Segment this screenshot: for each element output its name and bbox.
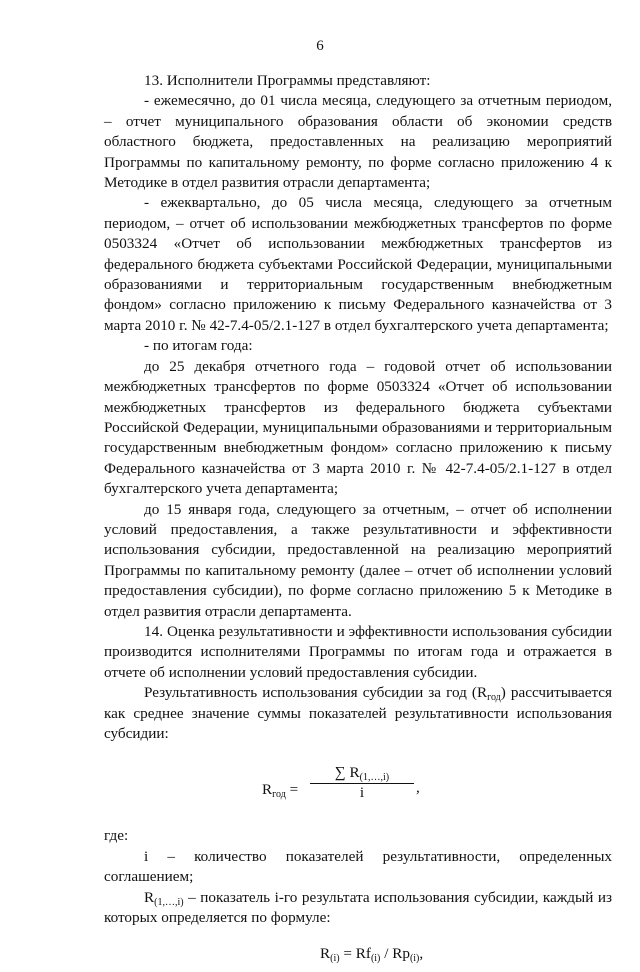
formula-ri	[104, 938, 612, 972]
ri-sub: (i)	[330, 953, 340, 965]
rgod-sub: год	[487, 692, 501, 704]
paragraph: 13. Исполнители Программы представляют:	[144, 72, 431, 89]
formula-denominator: i	[359, 784, 365, 802]
paragraph: - ежемесячно, до 01 числа месяца, следующего за отчетным периодом, – отчет муниципального образования области об экономии средств областного бюджета, предоставленных на реализацию мероприятий Программы по капитальному ремонту, по форме согласно приложению 4 к Методике в отдел развития отрасли департамента;	[104, 92, 612, 192]
formula-comma: ,	[416, 779, 420, 797]
ri-comma: ,	[419, 945, 424, 963]
definition-r-text: – показатель i-го результата использования субсидии, каждый из которых определяется по формуле:	[104, 888, 612, 927]
definition-i: i – количество показателей результативности, определенных соглашением;	[104, 847, 612, 886]
rp-symbol: / Rp	[380, 945, 410, 963]
formula-equals: =	[285, 781, 299, 799]
formula-numerator	[310, 764, 414, 783]
formula-lhs-symbol: R	[262, 781, 273, 799]
ri-symbol: R	[320, 945, 331, 963]
rp-sub: (i)	[409, 953, 420, 965]
rgod-after: ) рассчитывается как среднее значение суммы показателей результативности использования субсидии:	[104, 684, 612, 742]
formula-lhs-sub: год	[272, 789, 286, 801]
definition-r-sub: (1,…,i)	[154, 896, 184, 908]
numerator-symbol: ∑ R	[334, 764, 360, 782]
numerator-sub: (1,…,i)	[359, 772, 390, 784]
definition-r-symbol: R	[144, 888, 155, 906]
paragraph: 14. Оценка результативности и эффективности использования субсидии производится исполнителями Программы по итогам года и отражается в отчете об исполнении условий предоставления субсидии.	[104, 622, 612, 681]
where-label: где:	[104, 827, 129, 845]
rf-sub: (i)	[370, 953, 381, 965]
paragraph: - ежеквартально, до 05 числа месяца, следующего за отчетным периодом, – отчет об использовании межбюджетных трансфертов по форме 0503324 «Отчет об использовании межбюджетных трансфертов из федерального бюджета субъектами Российской Федерации, муниципальными образованиями и территориальным государственным внебюджетным фондом» согласно приложению к письму Федерального казначейства от 3 марта 2010 г. № 42-7.4-05/2.1-127 в отдел бухгалтерского учета департамента;	[104, 194, 612, 334]
ri-equals-rf: = Rf	[339, 945, 371, 963]
formula-rgod	[104, 752, 612, 826]
rgod-before: Результативность использования субсидии за год (R	[144, 684, 488, 702]
paragraph: до 25 декабря отчетного года – годовой отчет об использовании межбюджетных трансфертов по форме 0503324 «Отчет об использовании межбюджетных трансфертов из федерального бюджета субъектами Российской Федерации, муниципальными образованиями и территориальным государственным внебюджетным фондом» согласно приложению к письму Федерального казначейства от 3 марта 2010 г. № 42-7.4-05/2.1-127 в отдел бухгалтерского учета департамента;	[104, 357, 612, 498]
paragraph: - по итогам года:	[144, 337, 253, 355]
document-body	[104, 71, 612, 972]
formula-lhs	[262, 780, 298, 800]
page-number: 6	[316, 38, 324, 54]
formula-fraction	[310, 764, 414, 802]
formula-ri-expression	[320, 944, 423, 964]
paragraph-rgod	[104, 683, 612, 744]
paragraph: до 15 января года, следующего за отчетным, – отчет об исполнении условий предоставления, а также результативности и эффективности использования субсидии, предоставленной на реализацию мероприятий Программы по капитальному ремонту (далее – отчет об исполнении условий предоставления субсидии), по форме согласно приложению 5 к Методике в отдел развития отрасли департамента.	[104, 500, 612, 620]
definition-r	[104, 888, 612, 929]
